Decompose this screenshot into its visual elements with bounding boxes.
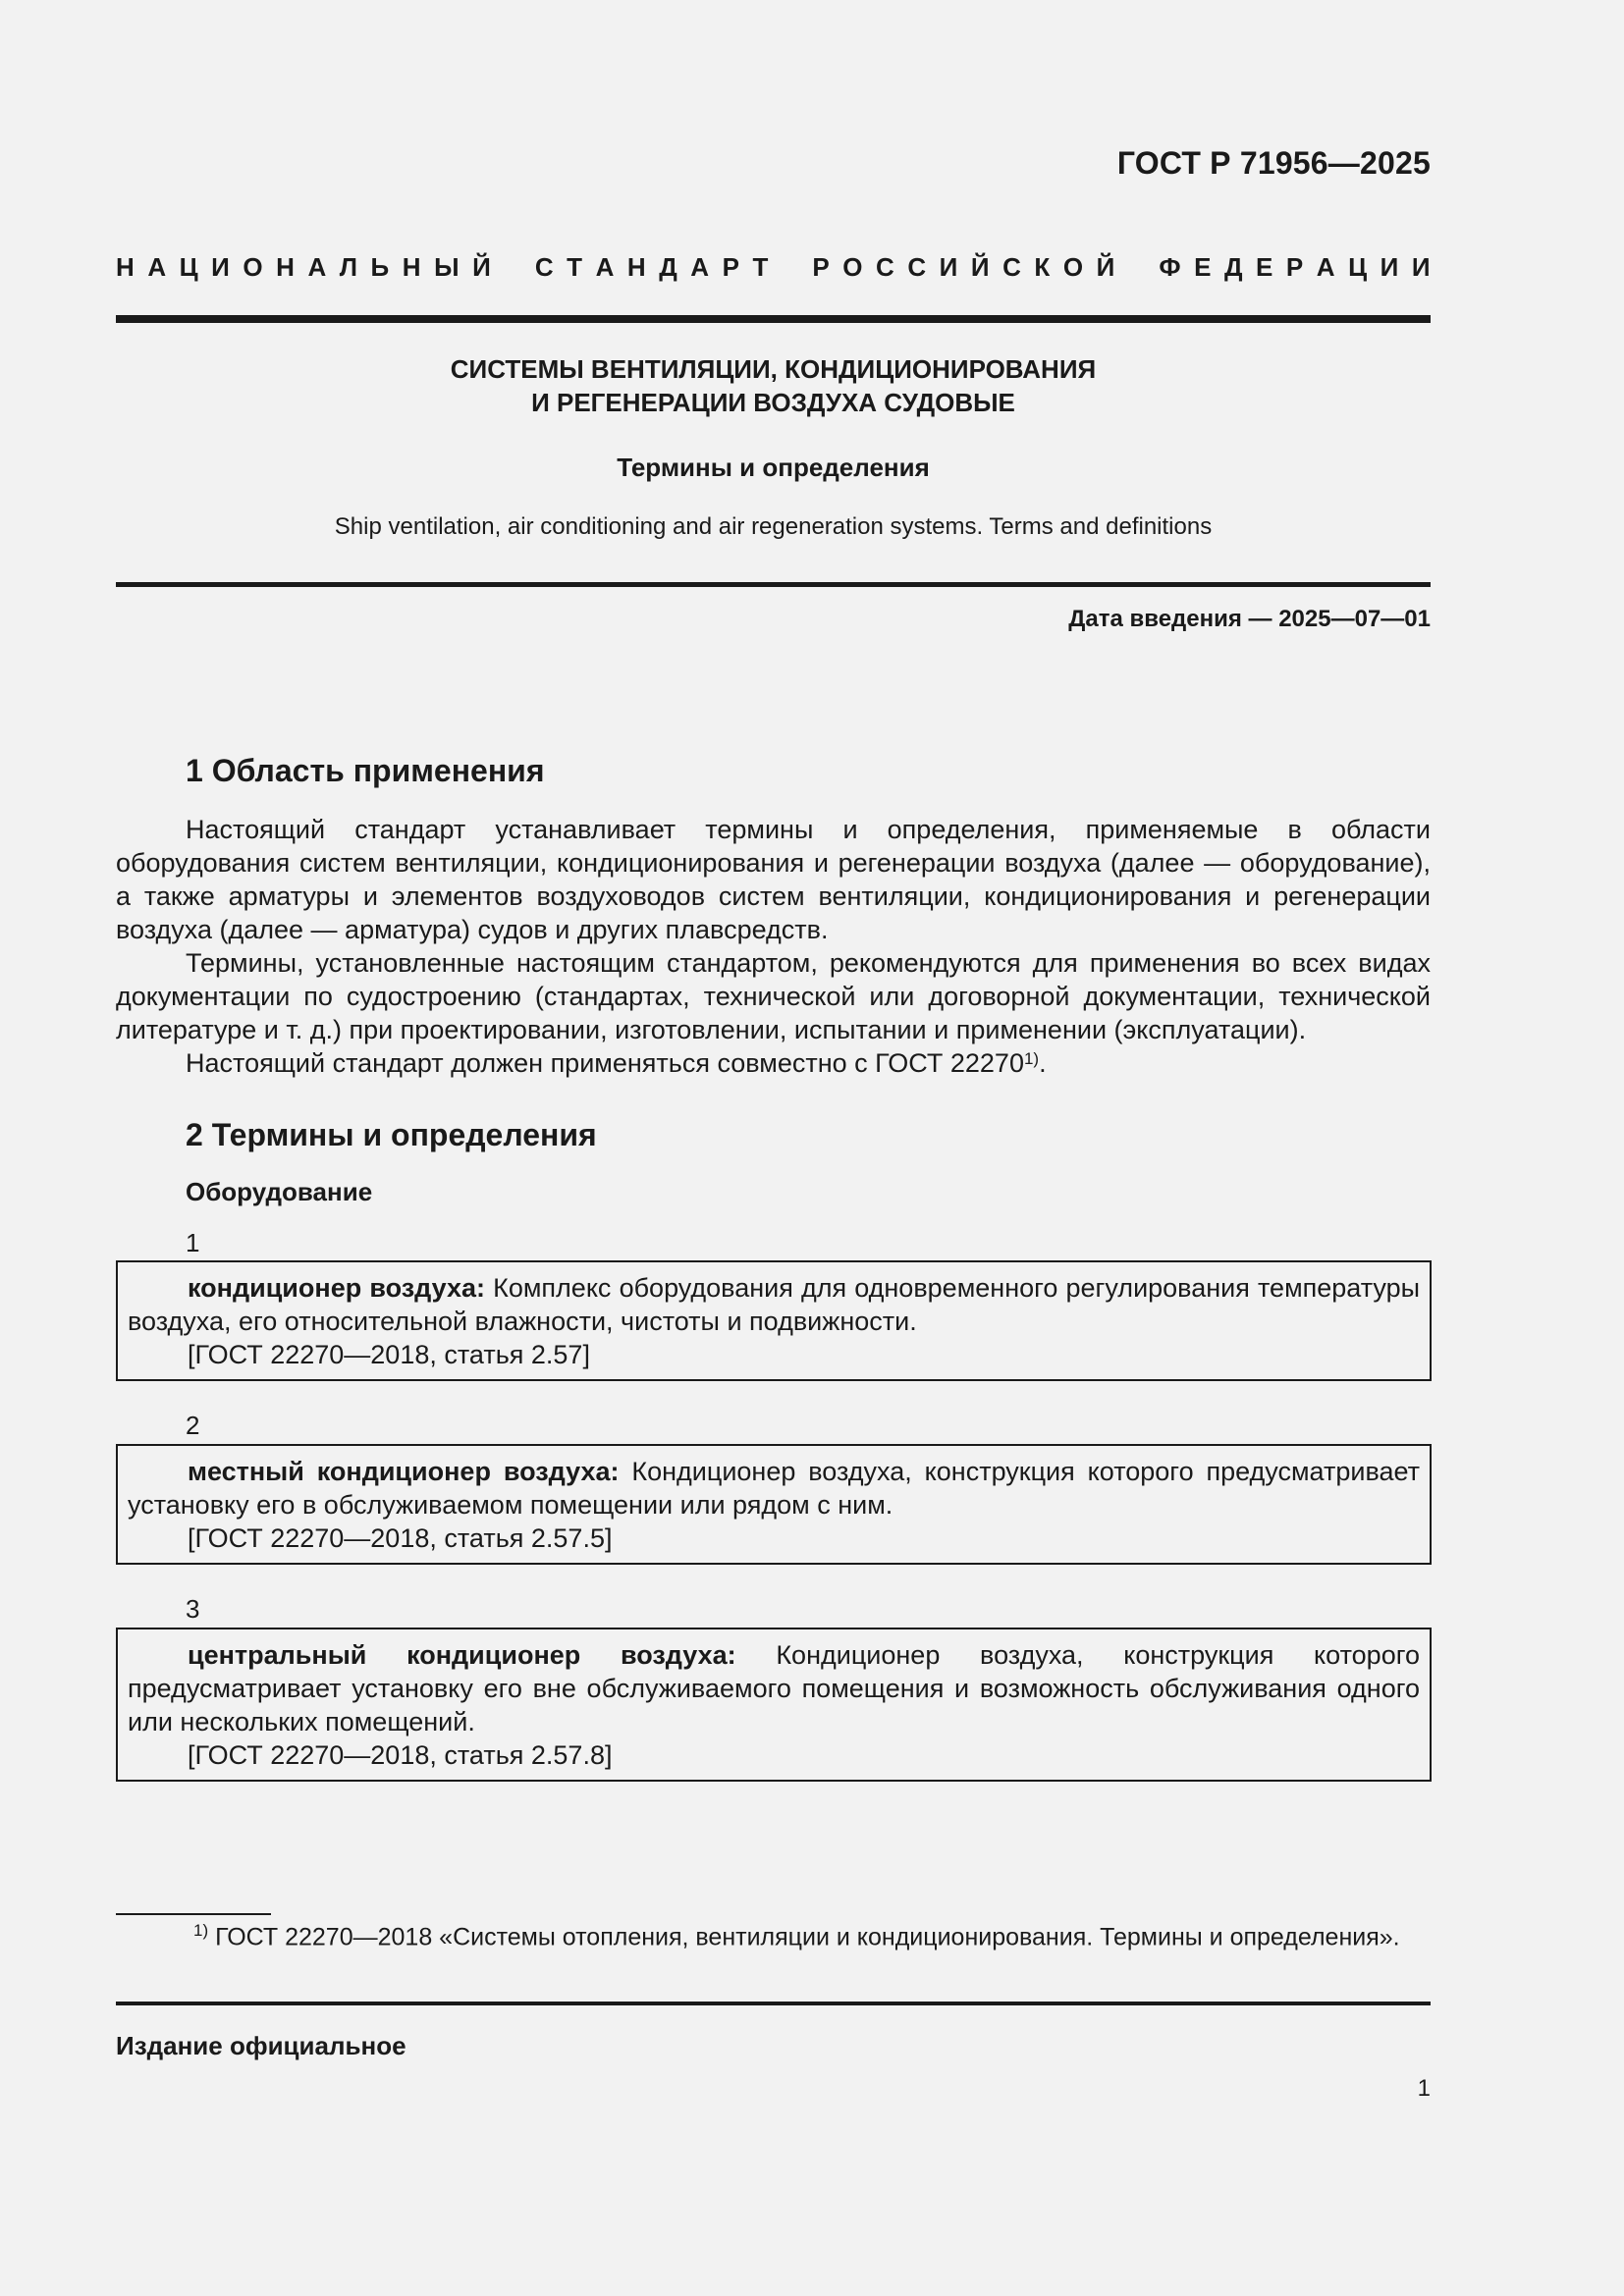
introduction-date: Дата введения — 2025—07—01 bbox=[1068, 606, 1431, 632]
section-1-body bbox=[116, 813, 1431, 1080]
english-title: Ship ventilation, air conditioning and air regeneration systems. Terms and definitions bbox=[334, 513, 1213, 540]
footnote-reference[interactable]: 1) bbox=[1023, 1049, 1040, 1068]
term-reference: [ГОСТ 22270—2018, статья 2.57.8] bbox=[188, 1740, 613, 1770]
term-reference: [ГОСТ 22270—2018, статья 2.57] bbox=[188, 1340, 590, 1369]
term-definition bbox=[128, 1455, 1420, 1522]
footnote-text: ГОСТ 22270—2018 «Системы отопления, вентиляции и кондиционирования. Термины и определения». bbox=[208, 1923, 1400, 1951]
footnote bbox=[193, 1921, 1400, 1951]
term-definition bbox=[128, 1271, 1420, 1338]
title-rule bbox=[116, 582, 1431, 587]
document-code: ГОСТ Р 71956—2025 bbox=[1116, 145, 1431, 181]
term-reference: [ГОСТ 22270—2018, статья 2.57.5] bbox=[188, 1523, 613, 1553]
standard-title bbox=[116, 352, 1431, 419]
term-box bbox=[116, 1628, 1432, 1782]
title-line-2: И РЕГЕНЕРАЦИИ ВОЗДУХА СУДОВЫЕ bbox=[531, 388, 1015, 417]
footer-rule bbox=[116, 2002, 1431, 2005]
term-definition-text: Комплекс оборудования для одновременного регулирования температуры воздуха, его относительной влажности, чистоты и подвижности. bbox=[128, 1273, 1420, 1336]
section-1-heading: 1 Область применения bbox=[186, 753, 545, 788]
scope-paragraph-1: Настоящий стандарт устанавливает термины и определения, применяемые в области оборудования систем вентиляции, кондиционирования и регенерации воздуха (далее — оборудование), а также арматуры и элементов воздуховодов систем вентиляции, кондиционирования и регенерации воздуха (далее — арматура) судов и других плавсредств. bbox=[116, 815, 1431, 944]
header-rule bbox=[116, 315, 1431, 323]
official-edition-label: Издание официальное bbox=[116, 2031, 406, 2060]
page-number: 1 bbox=[1417, 2075, 1431, 2102]
footnote-rule bbox=[116, 1913, 271, 1915]
term-box bbox=[116, 1444, 1432, 1565]
term-box bbox=[116, 1260, 1432, 1381]
term-number: 2 bbox=[186, 1411, 200, 1440]
term-name: местный кондиционер воздуха: bbox=[188, 1457, 620, 1486]
scope-paragraph-3-end: . bbox=[1039, 1048, 1047, 1078]
term-definition-text: Кондиционер воздуха, конструкция которого предусматривает установку его в обслуживаемом помещении или рядом с ним. bbox=[128, 1457, 1420, 1520]
term-definition bbox=[128, 1638, 1420, 1738]
footnote-marker: 1) bbox=[193, 1921, 209, 1940]
term-name: центральный кондиционер воздуха: bbox=[188, 1640, 736, 1670]
scope-paragraph-3-text: Настоящий стандарт должен применяться совместно с ГОСТ 22270 bbox=[186, 1048, 1024, 1078]
term-definition-text: Кондиционер воздуха, конструкция которого предусматривает установку его вне обслуживаемого помещения и возможность обслуживания одного или нескольких помещений. bbox=[128, 1640, 1420, 1736]
scope-paragraph-2: Термины, установленные настоящим стандартом, рекомендуются для применения во всех видах документации по судостроению (стандартах, технической или договорной документации, технической литературе и т. д.) при проектировании, изготовлении, испытании и применении (эксплуатации). bbox=[116, 948, 1431, 1044]
standard-subtitle: Термины и определения bbox=[617, 453, 930, 482]
equipment-subheading: Оборудование bbox=[186, 1177, 373, 1206]
term-number: 3 bbox=[186, 1594, 200, 1624]
national-standard-banner: Н А Ц И О Н А Л Ь Н Ы Й С Т А Н Д А Р Т Р О С С И Й С К О Й Ф Е Д Е Р А Ц И И bbox=[116, 252, 1431, 282]
term-name: кондиционер воздуха: bbox=[188, 1273, 485, 1303]
section-2-heading: 2 Термины и определения bbox=[186, 1117, 597, 1152]
term-number: 1 bbox=[186, 1228, 200, 1257]
title-line-1: СИСТЕМЫ ВЕНТИЛЯЦИИ, КОНДИЦИОНИРОВАНИЯ bbox=[450, 354, 1097, 384]
scope-paragraph-3 bbox=[116, 1046, 1431, 1080]
